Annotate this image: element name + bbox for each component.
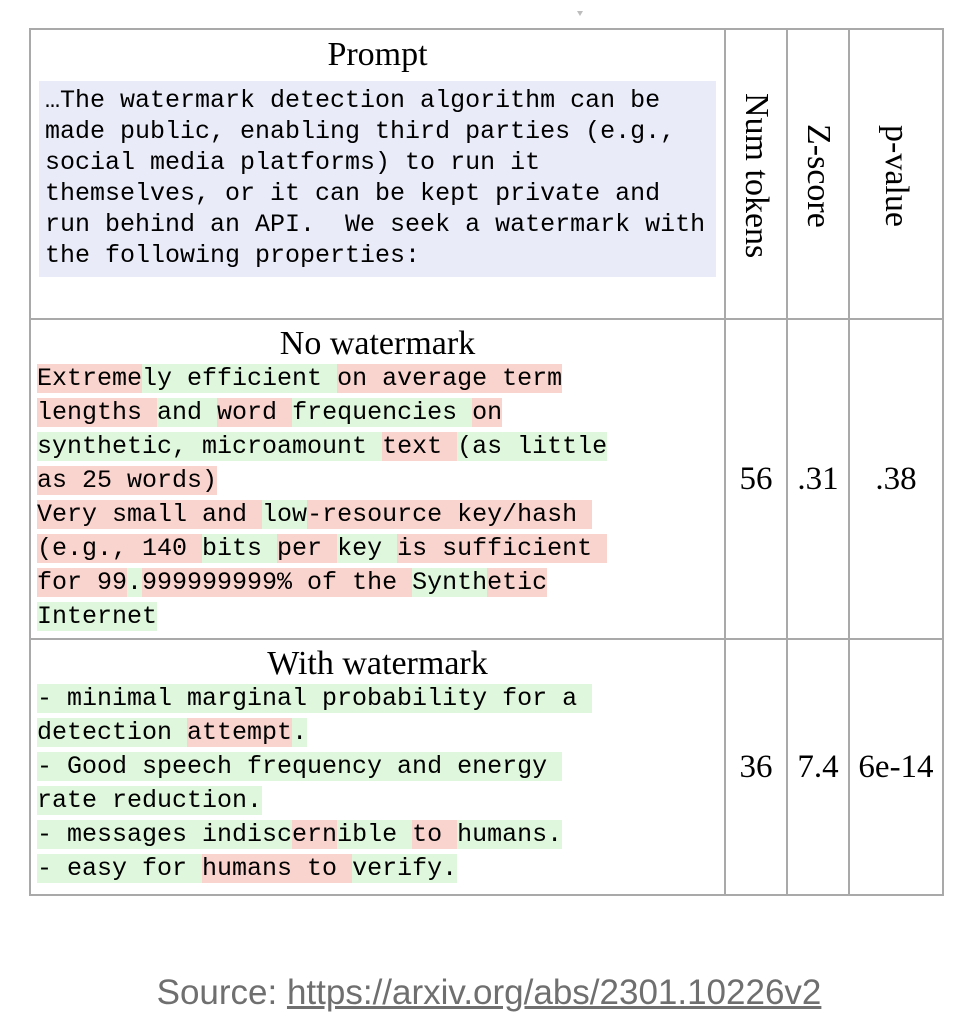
with-watermark-z-score: 7.4	[787, 639, 849, 895]
red-token-span: etic	[487, 568, 548, 597]
red-token-span: Extreme	[37, 364, 143, 393]
green-token-span: bits	[202, 534, 278, 563]
p-value-header: p-value	[878, 125, 915, 227]
text-line	[37, 464, 720, 498]
red-token-span: lengths	[37, 398, 158, 427]
red-token-span: humans to	[202, 854, 353, 883]
source-link[interactable]: https://arxiv.org/abs/2301.10226v2	[286, 973, 822, 1012]
green-token-span: .	[292, 718, 308, 747]
with-watermark-cell	[30, 639, 725, 895]
green-token-span: frequencies	[292, 398, 473, 427]
text-line	[37, 430, 720, 464]
green-token-span: key	[337, 534, 398, 563]
text-line	[37, 818, 720, 852]
green-token-span: Internet	[37, 602, 158, 631]
red-token-span: to	[412, 820, 458, 849]
no-watermark-cell	[30, 319, 725, 639]
z-score-header-cell	[787, 29, 849, 319]
green-token-span: Synth	[412, 568, 488, 597]
green-token-span: - minimal marginal probability for a	[37, 684, 593, 713]
text-line	[37, 600, 720, 634]
green-token-span: synthetic,	[37, 432, 203, 461]
prompt-cell	[30, 29, 725, 319]
no-watermark-p-value: .38	[849, 319, 943, 639]
source-label: Source:	[156, 973, 287, 1012]
green-token-span: detection	[37, 718, 188, 747]
z-score-header: Z-score	[800, 124, 837, 228]
red-token-span: word	[217, 398, 293, 427]
text-line	[37, 716, 720, 750]
watermark-results-table	[29, 28, 944, 896]
no-watermark-row	[30, 319, 943, 639]
prompt-row	[30, 29, 943, 319]
with-watermark-row	[30, 639, 943, 895]
text-line	[37, 396, 720, 430]
with-watermark-title: With watermark	[267, 645, 488, 682]
source-caption	[0, 972, 978, 1014]
text-line	[37, 852, 720, 886]
num-tokens-header-cell	[725, 29, 787, 319]
with-watermark-num-tokens: 36	[725, 639, 787, 895]
green-token-span: - easy for	[37, 854, 203, 883]
red-token-span: (e.g., 140	[37, 534, 203, 563]
green-token-span: and	[157, 398, 218, 427]
with-watermark-text	[31, 682, 724, 890]
red-token-span: 999999999% of the	[142, 568, 413, 597]
green-token-span: microamount	[202, 432, 383, 461]
green-token-span: verify.	[352, 854, 458, 883]
red-token-span: text	[382, 432, 458, 461]
green-token-span: .	[127, 568, 143, 597]
red-token-span: -resource key/hash	[307, 500, 593, 529]
green-token-span: ible	[337, 820, 413, 849]
red-token-span: for 99	[37, 568, 128, 597]
text-line	[37, 498, 720, 532]
num-tokens-header: Num tokens	[738, 93, 775, 259]
red-token-span: attempt	[187, 718, 293, 747]
green-token-span: - messages indisc	[37, 820, 293, 849]
red-token-span: Very small and	[37, 500, 263, 529]
scroll-indicator-icon	[577, 11, 583, 16]
green-token-span: low	[262, 500, 308, 529]
text-line	[37, 532, 720, 566]
red-token-span: as 25 words)	[37, 466, 218, 495]
red-token-span: is sufficient	[397, 534, 608, 563]
text-line	[37, 362, 720, 396]
green-token-span: humans.	[457, 820, 563, 849]
text-line	[37, 566, 720, 600]
no-watermark-text	[31, 362, 724, 638]
red-token-span: ern	[292, 820, 338, 849]
green-token-span: - Good speech frequency and energy	[37, 752, 563, 781]
text-line	[37, 784, 720, 818]
prompt-text: …The watermark detection algorithm can be made public, enabling third parties (e.g., social media platforms) to run it themselves, or it can be kept private and run behind an API. We seek a watermark with the following properties:	[39, 81, 716, 277]
green-token-span: ly efficient	[142, 364, 338, 393]
green-token-span: rate reduction.	[37, 786, 263, 815]
red-token-span: per	[277, 534, 338, 563]
text-line	[37, 750, 720, 784]
green-token-span: (as little	[457, 432, 608, 461]
no-watermark-z-score: .31	[787, 319, 849, 639]
with-watermark-p-value: 6e-14	[849, 639, 943, 895]
prompt-header: Prompt	[327, 36, 428, 73]
red-token-span: on average term	[337, 364, 563, 393]
no-watermark-num-tokens: 56	[725, 319, 787, 639]
red-token-span: on	[472, 398, 503, 427]
p-value-header-cell	[849, 29, 943, 319]
text-line	[37, 682, 720, 716]
no-watermark-title: No watermark	[279, 325, 476, 362]
